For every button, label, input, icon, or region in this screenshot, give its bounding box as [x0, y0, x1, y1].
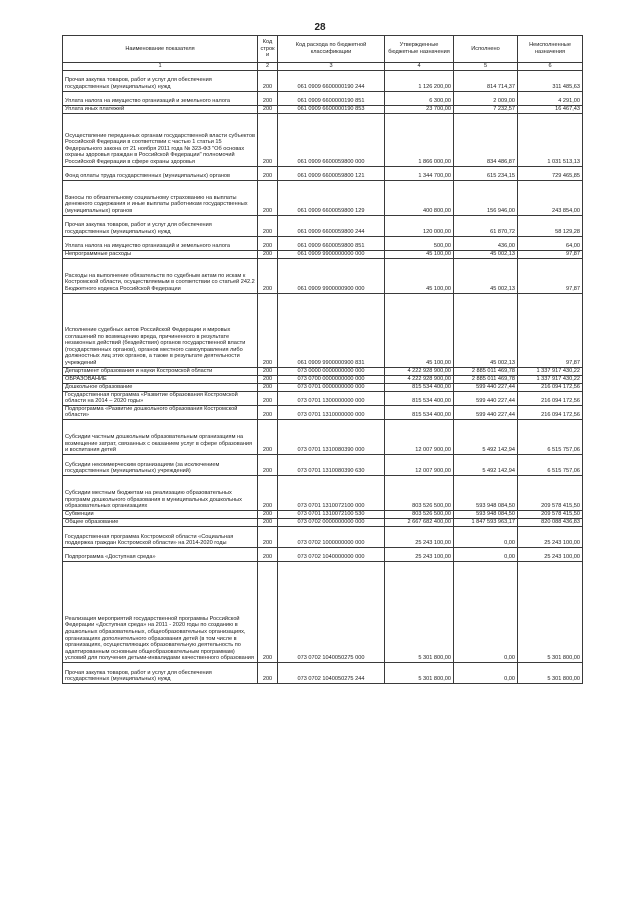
- row-approved-cell: 4 222 928 900,00: [385, 367, 454, 375]
- row-classification-cell: 073 0702 1000000000 000: [278, 526, 385, 547]
- row-executed-cell: 2 885 011 469,78: [454, 375, 518, 383]
- column-number: 4: [385, 63, 454, 71]
- row-executed-cell: 834 486,87: [454, 113, 518, 166]
- row-approved-cell: 815 534 400,00: [385, 391, 454, 405]
- row-executed-cell: 0,00: [454, 547, 518, 561]
- row-approved-cell: 803 526 500,00: [385, 475, 454, 510]
- row-classification-cell: 061 0909 6600059800 000: [278, 113, 385, 166]
- budget-execution-table: [62, 35, 583, 684]
- row-classification-cell: 073 0701 1310080390 000: [278, 419, 385, 454]
- row-classification-cell: 073 0701 1310080390 630: [278, 454, 385, 475]
- row-code-cell: 200: [258, 526, 278, 547]
- row-name-cell: Исполнение судебных актов Российской Федерации и мировых соглашений по возмещению вреда, причиненного в результате незаконных действий (бездействия) органов государственной власти (государственных органов), органов местного самоуправления либо должностных лиц этих органов, а также в результате деятельности учреждений: [63, 293, 258, 367]
- row-unexecuted-cell: 25 243 100,00: [518, 526, 583, 547]
- row-approved-cell: 25 243 100,00: [385, 547, 454, 561]
- row-name-cell: Уплата налога на имущество организаций и земельного налога: [63, 91, 258, 105]
- row-approved-cell: 120 000,00: [385, 215, 454, 236]
- table-row: [63, 91, 583, 105]
- row-code-cell: 200: [258, 510, 278, 518]
- row-code-cell: 200: [258, 180, 278, 215]
- table-header-row: [63, 36, 583, 63]
- row-code-cell: 200: [258, 454, 278, 475]
- row-executed-cell: 2 885 011 469,78: [454, 367, 518, 375]
- table-row: [63, 70, 583, 91]
- header-line-code: Код строк и: [258, 36, 278, 63]
- table-row: [63, 215, 583, 236]
- row-executed-cell: 2 009,00: [454, 91, 518, 105]
- row-unexecuted-cell: 311 485,63: [518, 70, 583, 91]
- row-unexecuted-cell: 25 243 100,00: [518, 547, 583, 561]
- header-budget-classification: Код расхода по бюджетной классификации: [278, 36, 385, 63]
- row-name-cell: Дошкольное образование: [63, 383, 258, 391]
- row-approved-cell: 23 700,00: [385, 105, 454, 113]
- row-name-cell: Уплата иных платежей: [63, 105, 258, 113]
- row-executed-cell: 61 870,72: [454, 215, 518, 236]
- row-classification-cell: 073 0702 0000000000 000: [278, 518, 385, 526]
- table-row: [63, 391, 583, 405]
- row-approved-cell: 803 526 500,00: [385, 510, 454, 518]
- row-executed-cell: 45 002,13: [454, 250, 518, 258]
- column-number-row: [63, 63, 583, 71]
- table-row: [63, 180, 583, 215]
- row-classification-cell: 061 0909 6600059800 244: [278, 215, 385, 236]
- row-executed-cell: 45 002,13: [454, 293, 518, 367]
- row-approved-cell: 45 100,00: [385, 250, 454, 258]
- column-number: 1: [63, 63, 258, 71]
- row-name-cell: Прочая закупка товаров, работ и услуг для обеспечения государственных (муниципальных) нужд: [63, 215, 258, 236]
- row-unexecuted-cell: 216 094 172,56: [518, 383, 583, 391]
- row-classification-cell: 073 0701 1310072100 530: [278, 510, 385, 518]
- row-unexecuted-cell: 97,87: [518, 250, 583, 258]
- row-code-cell: 200: [258, 662, 278, 683]
- row-unexecuted-cell: 5 301 800,00: [518, 561, 583, 662]
- row-name-cell: Субсидии местным бюджетам на реализацию образовательных программ дошкольного образования в муниципальных дошкольных образовательных организациях: [63, 475, 258, 510]
- row-unexecuted-cell: 209 578 415,50: [518, 510, 583, 518]
- row-approved-cell: 12 007 900,00: [385, 454, 454, 475]
- row-code-cell: 200: [258, 250, 278, 258]
- table-row: [63, 547, 583, 561]
- table-row: [63, 510, 583, 518]
- row-classification-cell: 061 0909 6600059800 121: [278, 166, 385, 180]
- row-name-cell: Расходы на выполнение обязательств по судебным актам по искам к Костромской области, осуществляемым в соответствии со статьей 242.2 Бюджетного кодекса Российской Федерации: [63, 258, 258, 293]
- row-classification-cell: 073 0701 0000000000 000: [278, 383, 385, 391]
- table-row: [63, 166, 583, 180]
- row-name-cell: Непрограммные расходы: [63, 250, 258, 258]
- row-executed-cell: 5 492 142,94: [454, 419, 518, 454]
- row-unexecuted-cell: 58 129,28: [518, 215, 583, 236]
- row-code-cell: 200: [258, 561, 278, 662]
- row-classification-cell: 073 0701 1310000000 000: [278, 405, 385, 419]
- header-approved: Утвержденные бюджетные назначения: [385, 36, 454, 63]
- table-row: [63, 367, 583, 375]
- row-executed-cell: 1 847 593 963,17: [454, 518, 518, 526]
- row-name-cell: Осуществление переданных органам государственной власти субъектов Российской Федерации в соответствии с частью 1 статьи 15 Федерального закона от 21 ноября 2011 года № 323-ФЗ "Об основах охраны здоровья граждан в Российской Федерации" полномочий Российской Федерации в сфере охраны здоровья: [63, 113, 258, 166]
- row-executed-cell: 156 946,00: [454, 180, 518, 215]
- row-unexecuted-cell: 97,87: [518, 293, 583, 367]
- row-approved-cell: 25 243 100,00: [385, 526, 454, 547]
- table-row: [63, 383, 583, 391]
- row-name-cell: Прочая закупка товаров, работ и услуг для обеспечения государственных (муниципальных) нужд: [63, 662, 258, 683]
- row-name-cell: Государственная программа «Развитие образования Костромской области на 2014 – 2020 годы»: [63, 391, 258, 405]
- row-unexecuted-cell: 1 031 513,13: [518, 113, 583, 166]
- row-classification-cell: 061 0909 6600000190 244: [278, 70, 385, 91]
- row-classification-cell: 073 0702 1040050275 244: [278, 662, 385, 683]
- row-approved-cell: 5 301 800,00: [385, 561, 454, 662]
- table-row: [63, 250, 583, 258]
- row-classification-cell: 061 0909 6600059800 129: [278, 180, 385, 215]
- row-approved-cell: 45 100,00: [385, 293, 454, 367]
- row-name-cell: Взносы по обязательному социальному страхованию на выплаты денежного содержания и иные выплаты работникам государственных (муниципальных) органов: [63, 180, 258, 215]
- row-approved-cell: 1 866 000,00: [385, 113, 454, 166]
- row-approved-cell: 1 344 700,00: [385, 166, 454, 180]
- row-executed-cell: 0,00: [454, 526, 518, 547]
- table-row: [63, 405, 583, 419]
- row-unexecuted-cell: 243 854,00: [518, 180, 583, 215]
- row-classification-cell: 073 0000 0000000000 000: [278, 367, 385, 375]
- row-code-cell: 200: [258, 383, 278, 391]
- row-code-cell: 200: [258, 70, 278, 91]
- row-code-cell: 200: [258, 367, 278, 375]
- row-approved-cell: 12 007 900,00: [385, 419, 454, 454]
- row-classification-cell: 061 0909 6600000190 853: [278, 105, 385, 113]
- row-approved-cell: 400 800,00: [385, 180, 454, 215]
- header-unexecuted: Неисполненные назначения: [518, 36, 583, 63]
- table-row: [63, 419, 583, 454]
- row-unexecuted-cell: 729 465,85: [518, 166, 583, 180]
- row-executed-cell: 615 234,15: [454, 166, 518, 180]
- row-name-cell: Государственная программа Костромской области «Социальная поддержка граждан Костромской области» на 2014-2020 годы: [63, 526, 258, 547]
- table-row: [63, 236, 583, 250]
- row-executed-cell: 814 714,37: [454, 70, 518, 91]
- row-unexecuted-cell: 4 291,00: [518, 91, 583, 105]
- row-unexecuted-cell: 64,00: [518, 236, 583, 250]
- row-classification-cell: 061 0909 9900000900 831: [278, 293, 385, 367]
- row-code-cell: 200: [258, 236, 278, 250]
- row-code-cell: 200: [258, 215, 278, 236]
- row-name-cell: Подпрограмма «Развитие дошкольного образования Костромской области»: [63, 405, 258, 419]
- row-name-cell: Подпрограмма «Доступная среда»: [63, 547, 258, 561]
- row-code-cell: 200: [258, 405, 278, 419]
- row-classification-cell: 073 0701 1310072100 000: [278, 475, 385, 510]
- row-unexecuted-cell: 216 094 172,56: [518, 405, 583, 419]
- row-code-cell: 200: [258, 293, 278, 367]
- row-classification-cell: 061 0909 6600059800 851: [278, 236, 385, 250]
- row-approved-cell: 4 222 928 900,00: [385, 375, 454, 383]
- column-number: 3: [278, 63, 385, 71]
- row-code-cell: 200: [258, 419, 278, 454]
- row-code-cell: 200: [258, 375, 278, 383]
- row-unexecuted-cell: 5 301 800,00: [518, 662, 583, 683]
- row-executed-cell: 599 440 227,44: [454, 383, 518, 391]
- row-unexecuted-cell: 1 337 917 430,22: [518, 375, 583, 383]
- row-code-cell: 200: [258, 113, 278, 166]
- row-approved-cell: 815 534 400,00: [385, 405, 454, 419]
- row-approved-cell: 500,00: [385, 236, 454, 250]
- row-name-cell: Субвенции: [63, 510, 258, 518]
- row-classification-cell: 073 0700 0000000000 000: [278, 375, 385, 383]
- row-code-cell: 200: [258, 258, 278, 293]
- column-number: 5: [454, 63, 518, 71]
- column-number: 6: [518, 63, 583, 71]
- row-unexecuted-cell: 1 337 917 430,22: [518, 367, 583, 375]
- table-row: [63, 113, 583, 166]
- row-classification-cell: 061 0909 9900000000 000: [278, 250, 385, 258]
- table-row: [63, 518, 583, 526]
- row-approved-cell: 6 300,00: [385, 91, 454, 105]
- row-code-cell: 200: [258, 518, 278, 526]
- row-executed-cell: 0,00: [454, 561, 518, 662]
- row-unexecuted-cell: 6 515 757,06: [518, 419, 583, 454]
- table-row: [63, 475, 583, 510]
- row-executed-cell: 599 440 227,44: [454, 405, 518, 419]
- row-approved-cell: 1 126 200,00: [385, 70, 454, 91]
- row-classification-cell: 061 0909 9900000900 000: [278, 258, 385, 293]
- row-unexecuted-cell: 820 088 436,83: [518, 518, 583, 526]
- row-unexecuted-cell: 216 094 172,56: [518, 391, 583, 405]
- row-name-cell: Прочая закупка товаров, работ и услуг для обеспечения государственных (муниципальных) нужд: [63, 70, 258, 91]
- row-name-cell: Фонд оплаты труда государственных (муниципальных) органов: [63, 166, 258, 180]
- row-classification-cell: 073 0701 1300000000 000: [278, 391, 385, 405]
- table-row: [63, 375, 583, 383]
- row-code-cell: 200: [258, 91, 278, 105]
- table-row: [63, 662, 583, 683]
- row-name-cell: Общее образование: [63, 518, 258, 526]
- row-approved-cell: 5 301 800,00: [385, 662, 454, 683]
- column-number: 2: [258, 63, 278, 71]
- row-code-cell: 200: [258, 391, 278, 405]
- table-row: [63, 293, 583, 367]
- row-approved-cell: 2 667 682 400,00: [385, 518, 454, 526]
- row-name-cell: ОБРАЗОВАНИЕ: [63, 375, 258, 383]
- row-executed-cell: 593 948 084,50: [454, 510, 518, 518]
- row-executed-cell: 593 948 084,50: [454, 475, 518, 510]
- row-code-cell: 200: [258, 547, 278, 561]
- row-unexecuted-cell: 6 515 757,06: [518, 454, 583, 475]
- row-name-cell: Субсидии частным дошкольным образовательным организациям на возмещение затрат, связанных с оказанием услуг в сфере образования и воспитания детей: [63, 419, 258, 454]
- row-executed-cell: 599 440 227,44: [454, 391, 518, 405]
- table-row: [63, 258, 583, 293]
- table-row: [63, 454, 583, 475]
- row-name-cell: Реализация мероприятий государственной программы Российской Федерации «Доступная среда» на 2011 - 2020 годы по созданию в дошкольных образовательных, общеобразовательных организациях, организациях дополнительного образования детей (в том числе в организациях, осуществляющих образовательную деятельность по адаптированным основным общеобразовательным программам) условий для получения детьми-инвалидами качественного образования: [63, 561, 258, 662]
- row-executed-cell: 0,00: [454, 662, 518, 683]
- page-number: 28: [314, 22, 326, 33]
- table-row: [63, 526, 583, 547]
- row-name-cell: Уплата налога на имущество организаций и земельного налога: [63, 236, 258, 250]
- row-name-cell: Субсидии некоммерческим организациям (за исключением государственных (муниципальных) учреждений): [63, 454, 258, 475]
- row-approved-cell: 45 100,00: [385, 258, 454, 293]
- row-executed-cell: 5 492 142,94: [454, 454, 518, 475]
- table-row: [63, 561, 583, 662]
- row-name-cell: Департамент образования и науки Костромской области: [63, 367, 258, 375]
- row-unexecuted-cell: 16 467,43: [518, 105, 583, 113]
- header-executed: Исполнено: [454, 36, 518, 63]
- row-classification-cell: 061 0909 6600000190 851: [278, 91, 385, 105]
- header-indicator-name: Наименование показателя: [63, 36, 258, 63]
- table-row: [63, 105, 583, 113]
- row-unexecuted-cell: 209 578 415,50: [518, 475, 583, 510]
- row-approved-cell: 815 534 400,00: [385, 383, 454, 391]
- row-code-cell: 200: [258, 475, 278, 510]
- row-code-cell: 200: [258, 105, 278, 113]
- row-code-cell: 200: [258, 166, 278, 180]
- row-classification-cell: 073 0702 1040050275 000: [278, 561, 385, 662]
- row-executed-cell: 7 232,57: [454, 105, 518, 113]
- row-classification-cell: 073 0702 1040000000 000: [278, 547, 385, 561]
- row-executed-cell: 436,00: [454, 236, 518, 250]
- row-executed-cell: 45 002,13: [454, 258, 518, 293]
- row-unexecuted-cell: 97,87: [518, 258, 583, 293]
